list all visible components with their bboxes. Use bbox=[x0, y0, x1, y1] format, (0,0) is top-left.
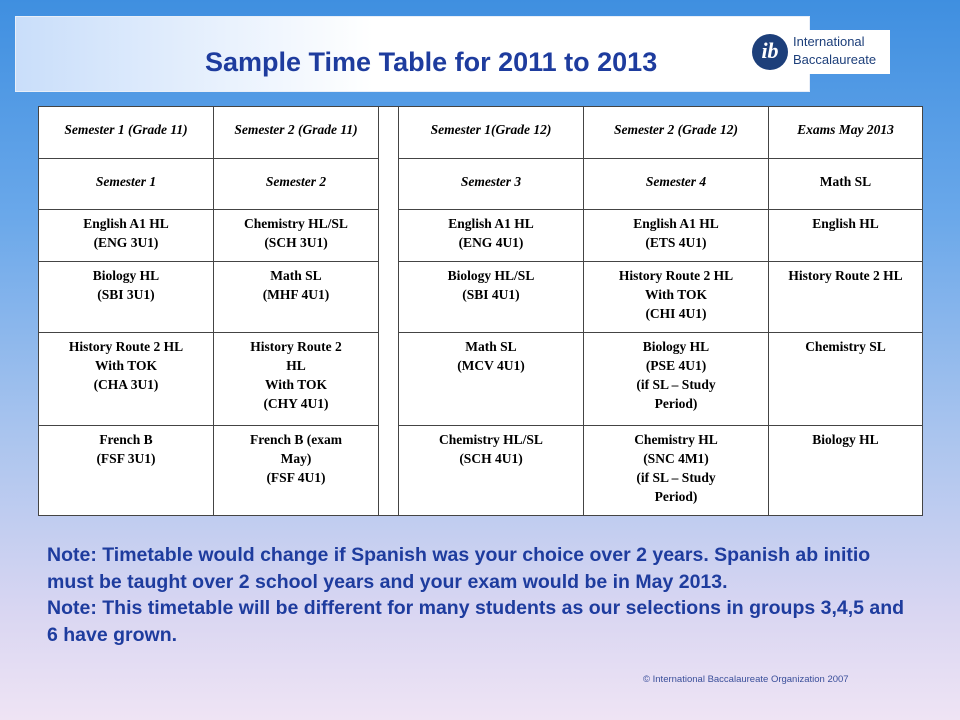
cell-line: English A1 HL bbox=[448, 216, 534, 231]
table-cell bbox=[769, 333, 923, 426]
cell-line: (ETS 4U1) bbox=[645, 235, 707, 250]
cell-line: (MCV 4U1) bbox=[457, 358, 525, 373]
cell-line: (FSF 3U1) bbox=[96, 451, 156, 466]
column-gap bbox=[379, 107, 399, 516]
cell-line: Biology HL bbox=[642, 339, 710, 354]
cell-line: English A1 HL bbox=[633, 216, 719, 231]
ib-logo bbox=[752, 30, 890, 74]
cell-line: Math SL bbox=[465, 339, 517, 354]
table-cell bbox=[214, 210, 379, 262]
ib-logo-line1: International bbox=[793, 34, 865, 49]
table-cell bbox=[584, 426, 769, 516]
cell-line: (SNC 4M1) bbox=[643, 451, 709, 466]
table-row bbox=[39, 426, 923, 516]
cell-line: History Route 2 HL bbox=[788, 268, 903, 283]
cell-line: (MHF 4U1) bbox=[262, 287, 330, 302]
table-row bbox=[39, 262, 923, 333]
cell-line: (FSF 4U1) bbox=[266, 470, 326, 485]
cell-line: With TOK bbox=[645, 287, 707, 302]
table-cell bbox=[584, 210, 769, 262]
timetable bbox=[38, 106, 923, 516]
table-cell bbox=[399, 262, 584, 333]
cell-line: Biology HL bbox=[812, 432, 879, 447]
page-title: Sample Time Table for 2011 to 2013 bbox=[205, 47, 658, 77]
cell-line: (PSE 4U1) bbox=[645, 358, 707, 373]
cell-line: Biology HL/SL bbox=[447, 268, 535, 283]
cell-line: History Route 2 bbox=[250, 339, 342, 354]
semester-label-4: Semester 4 bbox=[584, 159, 769, 210]
cell-line: English A1 HL bbox=[83, 216, 169, 231]
semester-label-2: Semester 2 bbox=[214, 159, 379, 210]
cell-line: History Route 2 HL bbox=[68, 339, 184, 354]
table-cell bbox=[39, 426, 214, 516]
table-cell bbox=[214, 426, 379, 516]
table-cell bbox=[214, 333, 379, 426]
timetable-header-row bbox=[39, 107, 923, 159]
cell-line: Period) bbox=[654, 489, 698, 504]
semester-label-1: Semester 1 bbox=[39, 159, 214, 210]
cell-line: (if SL – Study bbox=[636, 470, 716, 485]
cell-line: (SCH 4U1) bbox=[459, 451, 523, 466]
exam-subject: Math SL bbox=[769, 159, 923, 210]
cell-line: Chemistry SL bbox=[805, 339, 886, 354]
cell-line: (ENG 4U1) bbox=[458, 235, 524, 250]
ib-logo-line2: Baccalaureate bbox=[793, 52, 877, 67]
timetable-semester-row bbox=[39, 159, 923, 210]
table-cell bbox=[39, 262, 214, 333]
table-row bbox=[39, 333, 923, 426]
header-semester-2-grade-11: Semester 2 (Grade 11) bbox=[214, 107, 379, 159]
cell-line: French B bbox=[99, 432, 153, 447]
cell-line: (SBI 4U1) bbox=[462, 287, 520, 302]
cell-line: With TOK bbox=[265, 377, 327, 392]
semester-label-3: Semester 3 bbox=[399, 159, 584, 210]
table-cell bbox=[39, 210, 214, 262]
cell-line: Chemistry HL bbox=[634, 432, 718, 447]
cell-line: HL bbox=[286, 358, 306, 373]
cell-line: Period) bbox=[654, 396, 698, 411]
cell-line: (CHI 4U1) bbox=[645, 306, 707, 321]
header-exams-may-2013: Exams May 2013 bbox=[769, 107, 923, 159]
copyright-notice: © International Baccalaureate Organization 2007 bbox=[643, 674, 849, 685]
table-cell bbox=[769, 210, 923, 262]
cell-line: May) bbox=[280, 451, 312, 466]
table-cell bbox=[769, 262, 923, 333]
cell-line: History Route 2 HL bbox=[618, 268, 734, 283]
table-cell bbox=[584, 262, 769, 333]
table-cell bbox=[399, 210, 584, 262]
cell-line: (CHY 4U1) bbox=[263, 396, 329, 411]
note-spanish: Note: Timetable would change if Spanish was your choice over 2 years. Spanish ab initio must be taught over 2 school years and your exam would be in May 2013. bbox=[47, 544, 871, 593]
note-selections: Note: This timetable will be different for many students as our selections in groups 3,4,5 and 6 have grown. bbox=[47, 597, 905, 646]
cell-line: (SBI 3U1) bbox=[97, 287, 155, 302]
ib-logo-mark: ib bbox=[752, 34, 788, 70]
table-cell bbox=[584, 333, 769, 426]
table-cell bbox=[39, 333, 214, 426]
header-semester-1-grade-11: Semester 1 (Grade 11) bbox=[39, 107, 214, 159]
table-cell bbox=[214, 262, 379, 333]
cell-line: English HL bbox=[812, 216, 879, 231]
cell-line: (ENG 3U1) bbox=[93, 235, 159, 250]
ib-logo-wordmark bbox=[793, 33, 890, 69]
table-cell bbox=[399, 333, 584, 426]
header-semester-2-grade-12: Semester 2 (Grade 12) bbox=[584, 107, 769, 159]
cell-line: Math SL bbox=[270, 268, 322, 283]
cell-line: Chemistry HL/SL bbox=[244, 216, 348, 231]
cell-line: Chemistry HL/SL bbox=[439, 432, 543, 447]
cell-line: Biology HL bbox=[92, 268, 160, 283]
table-row bbox=[39, 210, 923, 262]
cell-line: (SCH 3U1) bbox=[264, 235, 328, 250]
table-cell bbox=[769, 426, 923, 516]
cell-line: (if SL – Study bbox=[636, 377, 716, 392]
cell-line: French B (exam bbox=[250, 432, 342, 447]
table-cell bbox=[399, 426, 584, 516]
cell-line: (CHA 3U1) bbox=[93, 377, 159, 392]
cell-line: With TOK bbox=[95, 358, 157, 373]
notes bbox=[47, 542, 917, 648]
header-semester-1-grade-12: Semester 1(Grade 12) bbox=[399, 107, 584, 159]
